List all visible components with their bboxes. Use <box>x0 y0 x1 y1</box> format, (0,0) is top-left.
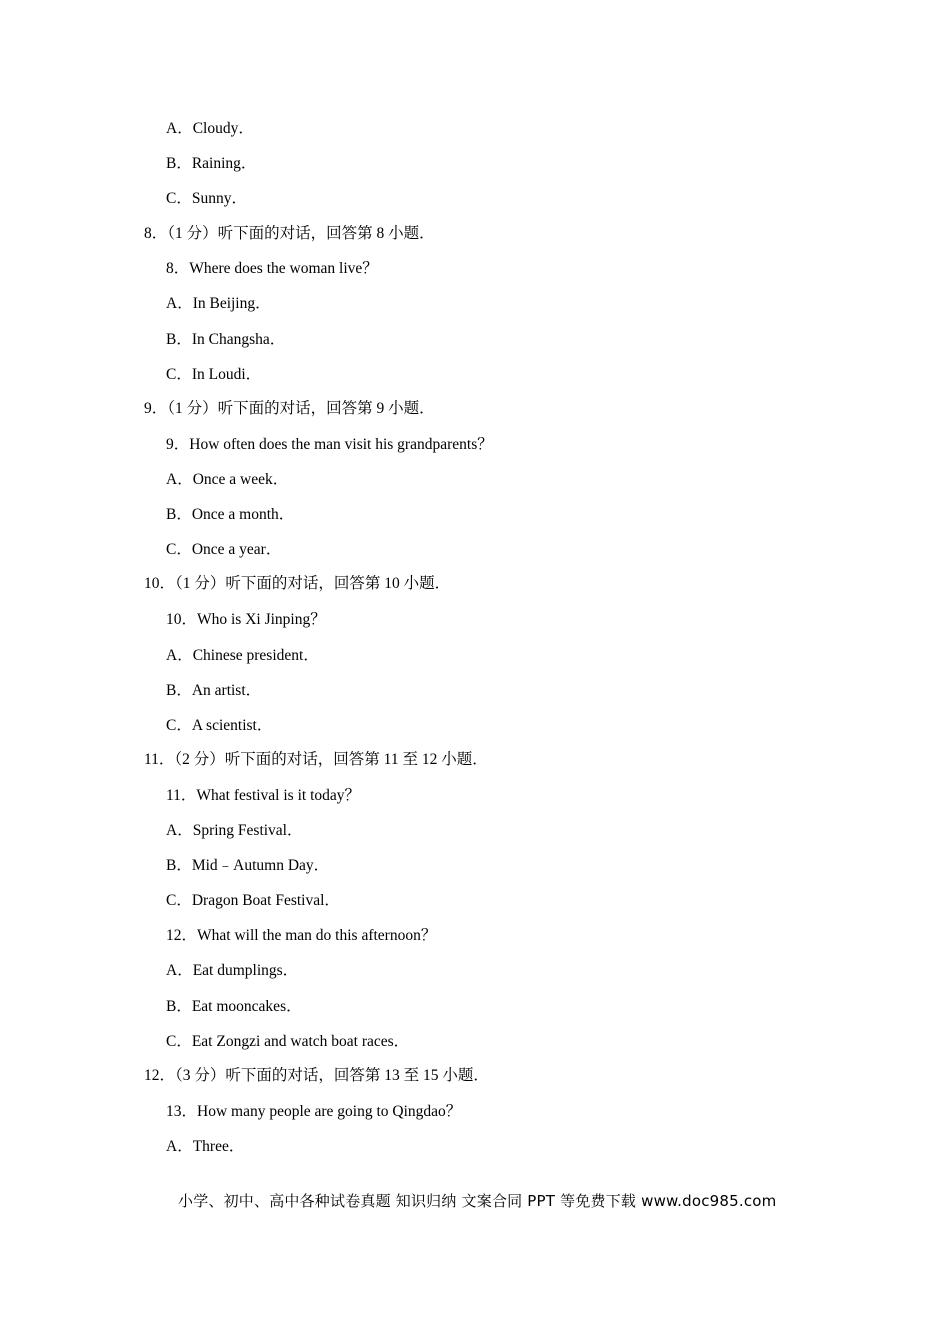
question-12-option-a: A．Eat dumplings． <box>166 962 299 979</box>
question-12-header: 12．（3 分）听下面的对话，回答第 13 至 15 小题． <box>144 1067 489 1084</box>
question-9-header: 9．（1 分）听下面的对话，回答第 9 小题． <box>144 400 435 417</box>
question-9-option-a: A．Once a week． <box>166 471 289 488</box>
question-11-option-a: A．Spring Festival． <box>166 822 303 839</box>
question-10-text: 10．Who is Xi Jinping？ <box>166 611 326 628</box>
option-a-cloudy: A．Cloudy． <box>166 120 254 137</box>
question-10-header: 10．（1 分）听下面的对话，回答第 10 小题． <box>144 575 451 592</box>
question-9-option-c: C．Once a year． <box>166 541 282 558</box>
question-10-option-a: A．Chinese president． <box>166 647 319 664</box>
question-9-option-b: B．Once a month． <box>166 506 295 523</box>
question-11-header: 11．（2 分）听下面的对话，回答第 11 至 12 小题． <box>144 751 488 768</box>
question-8-option-b: B．In Changsha． <box>166 331 286 348</box>
question-13-text: 13．How many people are going to Qingdao？ <box>166 1103 462 1120</box>
question-8-text: 8．Where does the woman live？ <box>166 260 378 277</box>
question-12-text: 12．What will the man do this afternoon？ <box>166 927 437 944</box>
question-12-option-b: B．Eat mooncakes． <box>166 998 302 1015</box>
question-11-text: 11．What festival is it today？ <box>166 787 360 804</box>
question-9-text: 9．How often does the man visit his grandparents？ <box>166 436 493 453</box>
question-11-option-c: C．Dragon Boat Festival． <box>166 892 340 909</box>
question-11-option-b: B．Mid﹣Autumn Day． <box>166 857 330 874</box>
question-13-option-a: A．Three． <box>166 1138 245 1155</box>
question-8-header: 8．（1 分）听下面的对话，回答第 8 小题． <box>144 225 435 242</box>
question-8-option-a: A．In Beijing． <box>166 295 271 312</box>
question-10-option-c: C．A scientist． <box>166 717 273 734</box>
option-b-raining: B．Raining． <box>166 155 257 172</box>
question-12-option-c: C．Eat Zongzi and watch boat races． <box>166 1033 410 1050</box>
footer-watermark-text: 小学、初中、高中各种试卷真题 知识归纳 文案合同 PPT 等免费下载 www.doc985.com <box>178 1192 777 1210</box>
question-10-option-b: B．An artist． <box>166 682 262 699</box>
option-c-sunny: C．Sunny． <box>166 190 247 207</box>
question-8-option-c: C．In Loudi． <box>166 366 262 383</box>
